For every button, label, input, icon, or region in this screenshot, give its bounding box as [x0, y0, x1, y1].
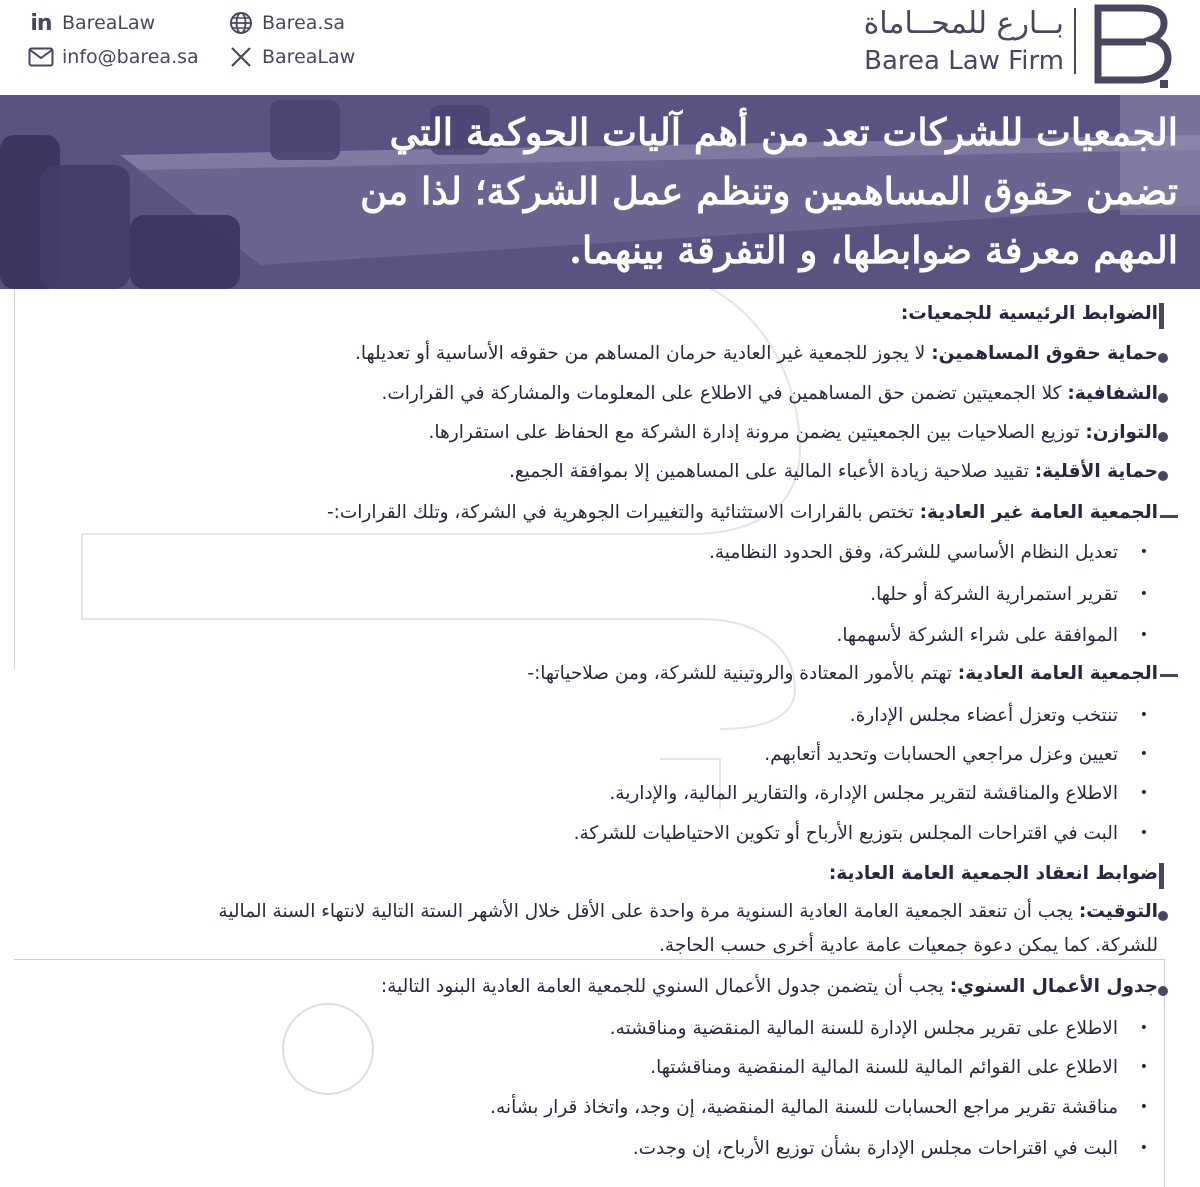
item-text: يجب أن تنعقد الجمعية العامة العادية السنوية مرة واحدة على الأقل خلال الأشهر الستة التالية لانتهاء السنة المالية	[218, 901, 1079, 922]
frame-line	[14, 289, 15, 669]
item-text: تهتم بالأمور المعتادة والروتينية للشركة، ومن صلاحياتها:-	[527, 663, 958, 684]
article-body	[0, 289, 1200, 1187]
item-text: تقييد صلاحية زيادة الأعباء المالية على المساهمين إلا بموافقة الجميع.	[508, 461, 1035, 482]
bullet-dot: •	[1139, 746, 1148, 762]
bullet-dot	[1158, 353, 1168, 363]
list-item-continuation: للشركة. كما يمكن دعوة جمعيات عامة عادية أخرى حسب الحاجة.	[659, 935, 1158, 956]
bullet-dot	[1158, 471, 1168, 481]
contact-linkedin[interactable]	[28, 10, 155, 36]
item-term: الجمعية العامة العادية:	[957, 663, 1158, 684]
item-term: جدول الأعمال السنوي:	[949, 976, 1158, 997]
item-term: التوقيت:	[1078, 901, 1158, 922]
section-dash	[1160, 674, 1178, 677]
bullet-dot	[1158, 432, 1168, 442]
header	[0, 0, 1200, 95]
bullet-dot: •	[1139, 707, 1148, 723]
section-heading: ضوابط انعقاد الجمعية العامة العادية:	[828, 863, 1158, 884]
list-item	[218, 901, 1158, 922]
item-term: الجمعية العامة غير العادية:	[919, 502, 1158, 523]
list-item: تعيين وعزل مراجعي الحسابات وتحديد أتعابهم.	[764, 744, 1118, 765]
bullet-dot: •	[1139, 627, 1148, 643]
contact-x[interactable]	[228, 44, 355, 70]
linkedin-icon: in	[30, 10, 52, 36]
bullet-dot: •	[1139, 586, 1148, 602]
section-marker	[1159, 863, 1164, 889]
item-term: التوازن:	[1085, 422, 1158, 443]
bullet-dot: •	[1139, 825, 1148, 841]
item-term: الشفافية:	[1067, 383, 1158, 404]
brand-divider	[1074, 8, 1076, 74]
bullet-dot: •	[1139, 1059, 1148, 1075]
list-item	[355, 343, 1158, 364]
list-item: مناقشة تقرير مراجع الحسابات للسنة المالية المنقضية، إن وجد، واتخاذ قرار بشأنه.	[490, 1097, 1118, 1118]
contact-website[interactable]	[228, 10, 345, 36]
list-item: الاطلاع والمناقشة لتقرير مجلس الإدارة، والتقارير المالية، والإدارية.	[609, 783, 1118, 804]
list-item: تعديل النظام الأساسي للشركة، وفق الحدود النظامية.	[708, 542, 1118, 563]
item-term: حماية حقوق المساهمين:	[931, 343, 1158, 364]
item-term: حماية الأقلية:	[1034, 461, 1158, 482]
brand-name-english: Barea Law Firm	[864, 46, 1064, 76]
section-heading: الضوابط الرئيسية للجمعيات:	[900, 303, 1158, 324]
bullet-dot: •	[1139, 1020, 1148, 1036]
bullet-dot: •	[1139, 785, 1148, 801]
list-item	[381, 383, 1158, 404]
section-dash	[1160, 515, 1178, 518]
brand-name-arabic: بــارع للمحــاماة	[863, 6, 1064, 41]
list-item: تقرير استمرارية الشركة أو حلها.	[870, 584, 1118, 605]
contact-email[interactable]	[28, 44, 199, 70]
banner-headline	[278, 103, 1178, 280]
extraordinary-assembly	[327, 502, 1158, 523]
banner-line: تضمن حقوق المساهمين وتنظم عمل الشركة؛ لذا من	[360, 169, 1178, 213]
list-item	[429, 422, 1158, 443]
bullet-dot: •	[1139, 1140, 1148, 1156]
list-item: البت في اقتراحات المجلس بتوزيع الأرباح أو تكوين الاحتياطيات للشركة.	[573, 823, 1118, 844]
item-text: يجب أن يتضمن جدول الأعمال السنوي للجمعية العامة العادية البنود التالية:	[380, 976, 950, 997]
email-address: info@barea.sa	[62, 46, 199, 68]
bullet-dot	[1158, 393, 1168, 403]
list-item: الموافقة على شراء الشركة لأسهمها.	[836, 625, 1118, 646]
list-item: الاطلاع على القوائم المالية للسنة المالية المنقضية ومناقشتها.	[650, 1057, 1118, 1078]
bullet-dot	[1158, 986, 1168, 996]
frame-line	[14, 959, 1164, 960]
brand-name	[838, 4, 1068, 84]
bullet-dot	[1158, 911, 1168, 921]
linkedin-handle: BareaLaw	[62, 12, 156, 34]
list-item: البت في اقتراحات مجلس الإدارة بشأن توزيع الأرباح، إن وجدت.	[632, 1138, 1118, 1159]
item-text: توزيع الصلاحيات بين الجمعيتين يضمن مرونة إدارة الشركة مع الحفاظ على استقرارها.	[428, 422, 1086, 443]
list-item	[509, 461, 1158, 482]
barea-logo-icon	[1088, 4, 1174, 90]
globe-icon	[228, 10, 254, 36]
section-marker	[1159, 303, 1164, 329]
list-item: تنتخب وتعزل أعضاء مجلس الإدارة.	[849, 705, 1118, 726]
x-icon	[228, 44, 254, 70]
ordinary-assembly	[527, 663, 1158, 684]
x-handle: BareaLaw	[262, 46, 356, 68]
bullet-dot: •	[1139, 1099, 1148, 1115]
item-text: كلا الجمعيتين تضمن حق المساهمين في الاطلاع على المعلومات والمشاركة في القرارات.	[381, 383, 1068, 404]
bullet-dot: •	[1139, 544, 1148, 560]
item-text: لا يجوز للجمعية غير العادية حرمان المساهم من حقوقه الأساسية أو تعديلها.	[354, 343, 932, 364]
list-item	[381, 976, 1158, 997]
hero-banner	[0, 95, 1200, 289]
mail-icon	[28, 44, 54, 70]
list-item: الاطلاع على تقرير مجلس الإدارة للسنة المالية المنقضية ومناقشته.	[609, 1018, 1118, 1039]
banner-line: المهم معرفة ضوابطها، و التفرقة بينهما.	[569, 228, 1178, 272]
item-text: تختص بالقرارات الاستثنائية والتغييرات الجوهرية في الشركة، وتلك القرارات:-	[326, 502, 920, 523]
banner-line: الجمعيات للشركات تعد من أهم آليات الحوكمة التي	[389, 110, 1178, 154]
website-url: Barea.sa	[262, 12, 345, 34]
